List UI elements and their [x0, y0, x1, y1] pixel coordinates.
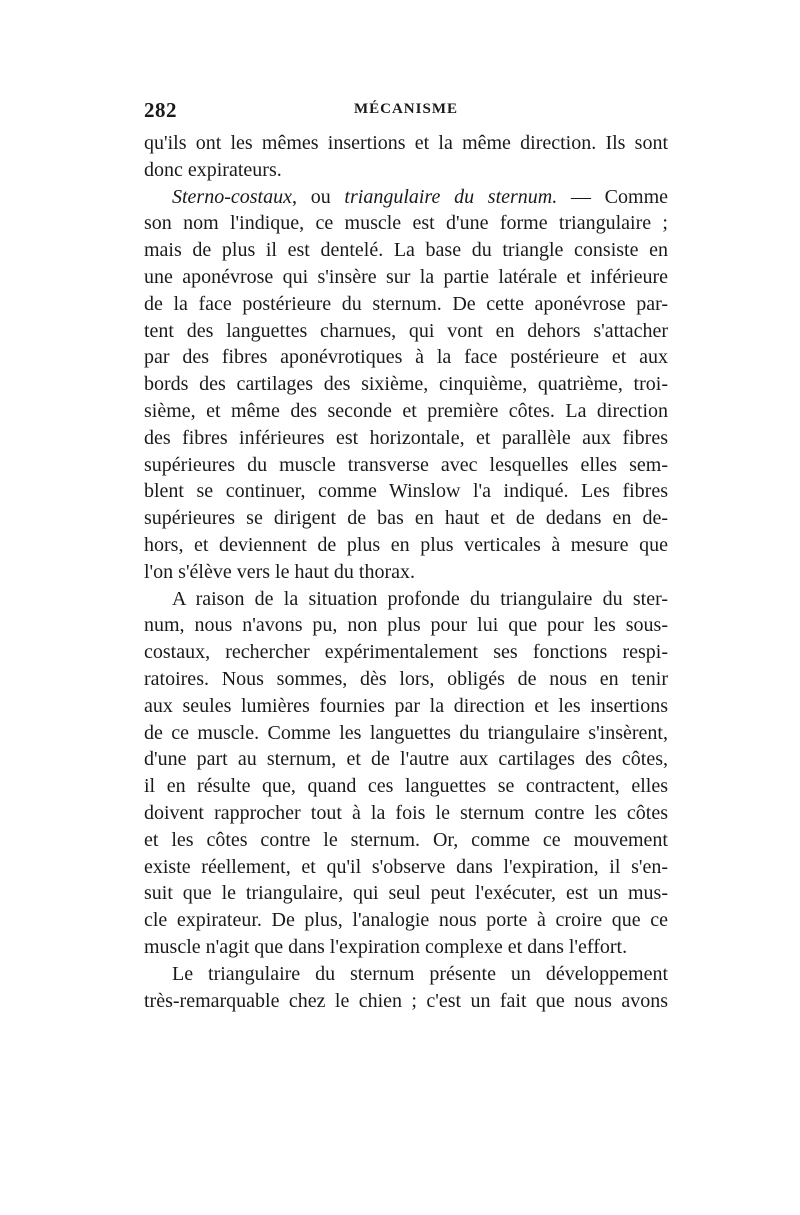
text-line: existe réellement, et qu'il s'observe dans l'expiration, il s'en-	[144, 855, 668, 878]
text-line: donc expirateurs.	[144, 158, 282, 181]
text-line: ratoires. Nous sommes, dès lors, obligés de nous en tenir	[144, 667, 668, 690]
text-line: des fibres inférieures est horizontale, et parallèle aux fibres	[144, 426, 668, 449]
body-text	[144, 130, 668, 1014]
text-line: sième, et même des seconde et première côtes. La direction	[144, 399, 668, 422]
text-line: l'on s'élève vers le haut du thorax.	[144, 560, 416, 583]
text-line: très-remarquable chez le chien ; c'est un fait que nous avons	[144, 989, 668, 1012]
text-line: supérieures se dirigent de bas en haut et de dedans en de-	[144, 507, 668, 530]
page-header	[144, 98, 668, 126]
text-line: une aponévrose qui s'insère sur la partie latérale et inférieure	[144, 265, 668, 288]
text-line: bords des cartilages des sixième, cinquième, quatrième, troi-	[144, 373, 668, 396]
text-line: qu'ils ont les mêmes insertions et la même direction. Ils sont	[144, 132, 668, 154]
text-line: mais de plus il est dentelé. La base du triangle consiste en	[144, 239, 668, 262]
text-line: Le triangulaire du sternum présente un développement	[172, 962, 668, 985]
text-line: et les côtes contre le sternum. Or, comme ce mouvement	[144, 828, 668, 851]
text-line: tent des languettes charnues, qui vont en dehors s'attacher	[144, 319, 668, 342]
text-line: il en résulte que, quand ces languettes se contractent, elles	[144, 775, 668, 798]
text-line: blent se continuer, comme Winslow l'a indiqué. Les fibres	[144, 480, 668, 503]
text-line: supérieures du muscle transverse avec lesquelles elles sem-	[144, 453, 668, 476]
running-title: MÉCANISME	[353, 101, 458, 117]
text-line: suit que le triangulaire, qui seul peut l'exécuter, est un mus-	[144, 882, 668, 905]
text-line: costaux, rechercher expérimentalement ses fonctions respi-	[144, 641, 668, 664]
text-line: de ce muscle. Comme les languettes du triangulaire s'insèrent,	[144, 721, 668, 744]
text-line: aux seules lumières fournies par la direction et les insertions	[144, 694, 668, 717]
section-heading-italic: Sterno-costaux	[172, 185, 292, 208]
text-line: cle expirateur. De plus, l'analogie nous porte à croire que ce	[144, 909, 668, 932]
text-line: num, nous n'avons pu, non plus pour lui que pour les sous-	[144, 614, 668, 637]
text-line: A raison de la situation profonde du triangulaire du ster-	[172, 587, 668, 610]
text-line: hors, et deviennent de plus en plus verticales à mesure que	[144, 533, 668, 556]
text-line: par des fibres aponévrotiques à la face postérieure et aux	[144, 346, 668, 369]
text-line: de la face postérieure du sternum. De cette aponévrose par-	[144, 292, 668, 315]
section-heading-line: Sterno-costaux, ou triangulaire du sternum. — Comme	[172, 185, 668, 208]
section-heading-italic-2: triangulaire du sternum.	[344, 185, 558, 208]
text-line: son nom l'indique, ce muscle est d'une forme triangulaire ;	[144, 212, 668, 235]
page-number: 282	[144, 98, 177, 122]
text-line: doivent rapprocher tout à la fois le sternum contre les côtes	[144, 801, 668, 824]
text-line: d'une part au sternum, et de l'autre aux cartilages des côtes,	[144, 748, 668, 771]
text-line: muscle n'agit que dans l'expiration complexe et dans l'effort.	[144, 935, 628, 958]
